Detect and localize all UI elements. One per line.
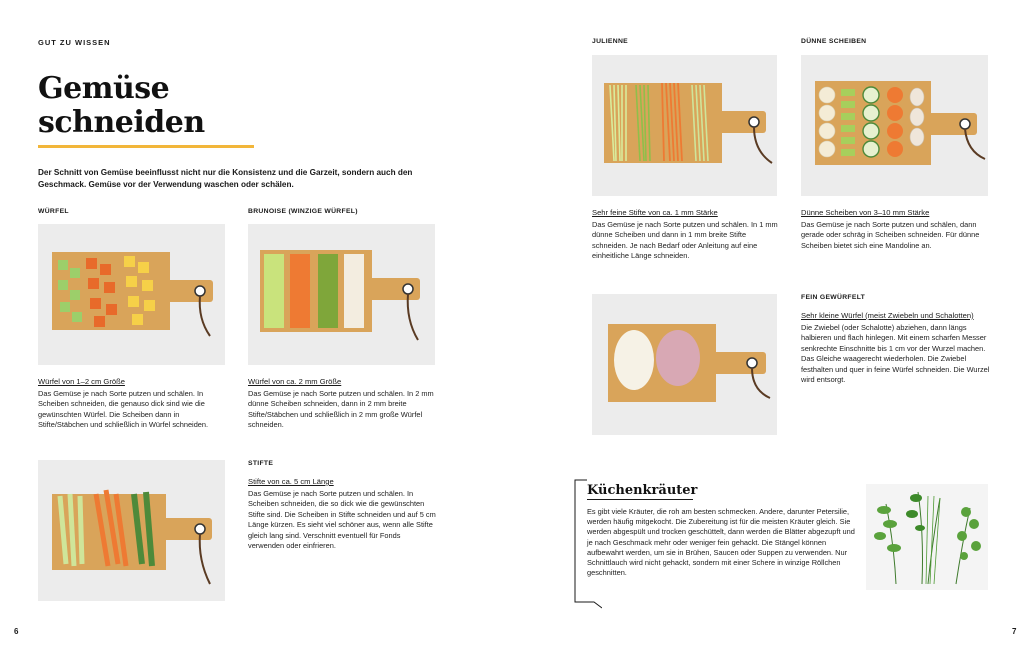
photo-julienne [592,55,777,196]
caption-brunoise: Würfel von ca. 2 mm Größe [248,377,342,386]
photo-brunoise [248,224,435,365]
intro-text: Der Schnitt von Gemüse beeinflusst nicht nur die Konsistenz und die Garzeit, sondern auch den Geschmack. Gemüse vor der Verwendung waschen oder schälen. [38,168,413,189]
page-number-right: 7 [1012,627,1017,636]
caption-stifte: Stifte von ca. 5 cm Länge [248,477,334,486]
photo-stifte [38,460,225,601]
text-stifte: Das Gemüse je nach Sorte putzen und schälen. In Scheiben schneiden, die so dick wie die gewünschten Stifte sind. Die Scheiben in Stifte schneiden und auf 5 cm Länge kürzen. Es sieht viel schöner aus, wenn alle Stifte gleich lang sind. Verschnitt eventuell für Fonds verwenden oder einfrieren. [248,489,436,551]
page-number-left: 6 [14,627,19,636]
text-brunoise: Das Gemüse je nach Sorte putzen und schälen. In 2 mm dünne Scheiben schneiden, dann in 2 mm breite Stifte/Stäbchen und schließlich in 2 mm große Würfel schneiden. [248,389,434,430]
title-underline [38,145,254,148]
section-label-fein: FEIN GEWÜRFELT [801,294,866,301]
photo-herbs [866,484,988,590]
page-title-line2: schneiden [38,105,205,140]
photo-fein [592,294,777,435]
text-scheiben: Das Gemüse je nach Sorte putzen und schälen, dann gerade oder schräg in Scheiben schneiden. Für dünne Scheiben bietet sich eine Mandoline an. [801,220,980,250]
caption-fein: Sehr kleine Würfel (meist Zwiebeln und Schalotten) [801,311,974,320]
text-julienne: Das Gemüse je nach Sorte putzen und schälen. In 1 mm dünne Scheiben und dann in 1 mm breite Stifte schneiden. Je nach Bedarf oder Anleitung auf eine einheitliche Länge schneiden. [592,220,778,261]
herb-title: Küchenkräuter [587,483,698,498]
herb-title-rule [587,499,693,500]
text-wuerfel: Das Gemüse je nach Sorte putzen und schälen. In Scheiben schneiden, die genauso dick sind wie die gewünschten Würfel. Die Scheiben dann in Stifte/Stäbchen und schließlich in Würfel schneiden. [38,389,209,430]
section-label-scheiben: DÜNNE SCHEIBEN [801,38,867,45]
section-label-wuerfel: WÜRFEL [38,208,69,215]
herb-text: Es gibt viele Kräuter, die roh am besten schmecken. Andere, darunter Petersilie, werden häufig mitgekocht. Die Zubereitung ist für die meisten Kräuter gleich. Sie werden abgespült und trocken geschüttelt, dann werden die Blätter abgezupft und je nach Geschmack mehr oder weniger fein gehackt. Die Stängel können aufbewahrt werden, um sie in Brühen, Saucen oder Suppen zu verwenden. Nur Schnittlauch wird nicht gehackt, sondern mit einer Schere in winzige Röllchen geschnitten. [587,507,855,578]
kicker: GUT ZU WISSEN [38,38,111,47]
caption-scheiben: Dünne Scheiben von 3–10 mm Stärke [801,208,930,217]
page-title-line1: Gemüse [38,71,170,106]
text-fein: Die Zwiebel (oder Schalotte) abziehen, dann längs halbieren und flach hinlegen. Mit einem scharfen Messer senkrechte Einschnitte bis 1 cm vor der Wurzel machen. Das Gleiche waagerecht wiederholen. Die Zwiebel festhalten und quer in feine Würfel schneiden. Die Wurzel wird entsorgt. [801,323,990,385]
caption-wuerfel: Würfel von 1–2 cm Größe [38,377,125,386]
photo-scheiben [801,55,988,196]
photo-wuerfel [38,224,225,365]
section-label-stifte: STIFTE [248,460,274,467]
section-label-brunoise: BRUNOISE (WINZIGE WÜRFEL) [248,208,358,215]
caption-julienne: Sehr feine Stifte von ca. 1 mm Stärke [592,208,718,217]
section-label-julienne: JULIENNE [592,38,629,45]
